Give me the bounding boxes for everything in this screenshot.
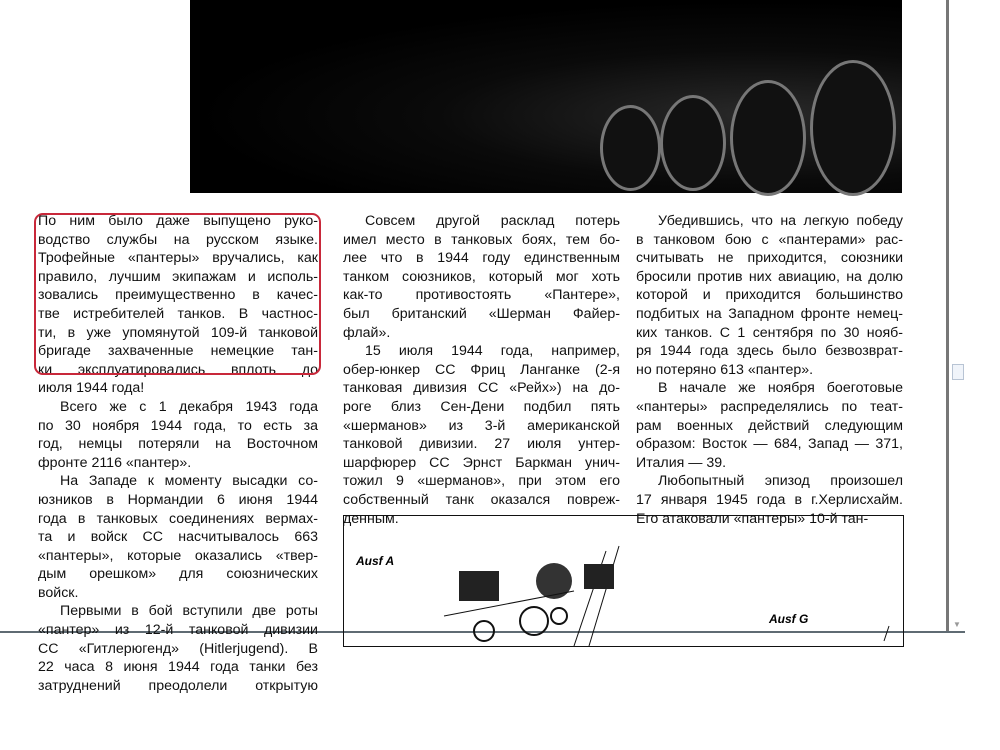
text-line: Италия — 39. — [636, 454, 727, 471]
text-line: по 30 ноября 1944 года, то есть за — [38, 417, 318, 434]
text-line: считывать не приходится, союзники — [636, 250, 903, 267]
text-line: как-то противостоять «Пантере», — [343, 287, 620, 304]
text-line: Совсем другой расклад потерь — [365, 213, 620, 229]
text-line: был британский «Шерман Файер- — [343, 305, 620, 322]
text-line: затруднений преодолели открытую — [38, 677, 318, 694]
text-line: тожил 9 «шерманов», при этом его — [343, 473, 620, 490]
page-edge-divider — [946, 0, 949, 631]
tank-drawing — [344, 516, 903, 646]
text-line: лее что в 1944 году единственным — [343, 250, 620, 267]
text-line: фронте 2116 «пантер». — [38, 454, 192, 471]
text-line: образом: Восток — 684, Запад — 371, — [636, 436, 903, 453]
text-line: В начале же ноября боеготовые — [658, 380, 903, 397]
text-line: роге близ Сен-Дени подбил пять — [343, 398, 620, 415]
paragraph — [636, 379, 903, 472]
text-line: 15 июля 1944 года, например, — [365, 343, 620, 360]
text-line: флай». — [343, 324, 391, 341]
text-line: год, немцы потеряли на Восточном — [38, 436, 318, 453]
text-line: ря 1944 года здесь было безвозврат- — [636, 343, 903, 360]
text-line: правило, лучшим экипажам и исполь- — [38, 268, 318, 285]
text-line: «пантеры» распределялись по теат- — [636, 398, 903, 415]
text-line: танковая дивизия СС «Рейх») на до- — [343, 380, 620, 397]
text-line: денным. — [343, 510, 399, 527]
vertical-scrollbar[interactable] — [950, 0, 964, 631]
paragraph — [38, 472, 318, 602]
text-line: рам военных действий следующим — [636, 417, 903, 434]
text-line: Всего же с 1 декабря 1943 года — [60, 398, 318, 415]
figure-label-ausf-g: Ausf G — [769, 612, 809, 626]
text-line: «шерманов» из 3-й американской — [343, 417, 620, 434]
text-line: та и войск СС насчитывалось 663 — [38, 529, 318, 546]
text-line: войск. — [38, 584, 79, 601]
text-line: подбитых на Западном фронте немец- — [636, 305, 903, 322]
text-line: юзников в Нормандии 6 июня 1944 — [38, 491, 318, 508]
text-line: бросили против них авиацию, на долю — [636, 268, 903, 285]
paragraph — [343, 342, 620, 528]
scrollbar-thumb[interactable] — [952, 364, 964, 380]
tank-diagram-figure — [343, 515, 904, 647]
text-line: танком союзников, который мог хоть — [343, 268, 620, 285]
text-line: СС «Гитлерюгенд» (Hitlerjugend). В — [38, 640, 318, 657]
text-line: Любопытный эпизод произошел — [658, 473, 903, 490]
text-line: собственный танк оказался повреж- — [343, 491, 620, 508]
text-line: 17 января 1945 года в г.Херлисхайм. — [636, 491, 903, 508]
paragraph — [636, 212, 903, 379]
text-line: Трофейные «пантеры» вручались, как — [38, 250, 318, 267]
text-line: Его атаковали «пантеры» 10-й тан- — [636, 510, 869, 527]
text-line: водство службы на русском языке. — [38, 231, 318, 248]
text-line: тве истребителей танков. В частнос- — [38, 305, 318, 322]
text-line: Убедившись, что на легкую победу — [658, 213, 903, 229]
paragraph — [343, 212, 620, 342]
text-line: обер-юнкер СС Фриц Ланганке (2-я — [343, 361, 620, 378]
text-line: июля 1944 года! — [38, 380, 145, 397]
text-line: в танковом бою с «пантерами» рас- — [636, 231, 903, 248]
text-line: дым орешком» для союзнических — [38, 566, 318, 583]
paragraph — [38, 602, 318, 695]
text-line: По ним было даже выпущено руко- — [38, 213, 318, 229]
tank-photo — [190, 0, 902, 193]
scroll-down-arrow-icon[interactable]: ▼ — [953, 620, 961, 629]
text-line: ти, в уже упомянутой 109-й танковой — [38, 324, 318, 341]
text-line: которой и приходится большинство — [636, 287, 903, 304]
text-line: Первыми в бой вступили две роты — [60, 603, 318, 620]
text-line: «пантер» из 12-й танковой дивизии — [38, 622, 318, 639]
highlight-box — [34, 213, 321, 375]
figure-label-ausf-a: Ausf A — [356, 554, 395, 568]
text-line: зовались преимущественно в качес- — [38, 287, 318, 304]
text-line: ки эксплуатировались вплоть до — [38, 361, 318, 378]
text-line: 22 часа 8 июня 1944 года танки без — [38, 659, 318, 676]
text-line: «пантеры», которые оказались «твер- — [38, 547, 318, 564]
text-line: танковой дивизии. 27 июля унтер- — [343, 436, 620, 453]
text-line: На Западе к моменту высадки со- — [60, 473, 318, 490]
text-line: но потеряно 613 «пантер». — [636, 361, 814, 378]
text-column-2 — [343, 212, 620, 528]
text-line: бригаде захваченные немецкие тан- — [38, 343, 318, 360]
text-column-3 — [636, 212, 903, 528]
text-line: шарфюрер СС Эрнст Баркман унич- — [343, 454, 620, 471]
paragraph — [38, 398, 318, 472]
text-line: имел место в танковых боях, тем бо- — [343, 231, 620, 248]
text-line: года в танковых соединениях вермах- — [38, 510, 318, 527]
text-line: ких танков. С 1 сентября по 30 нояб- — [636, 324, 903, 341]
